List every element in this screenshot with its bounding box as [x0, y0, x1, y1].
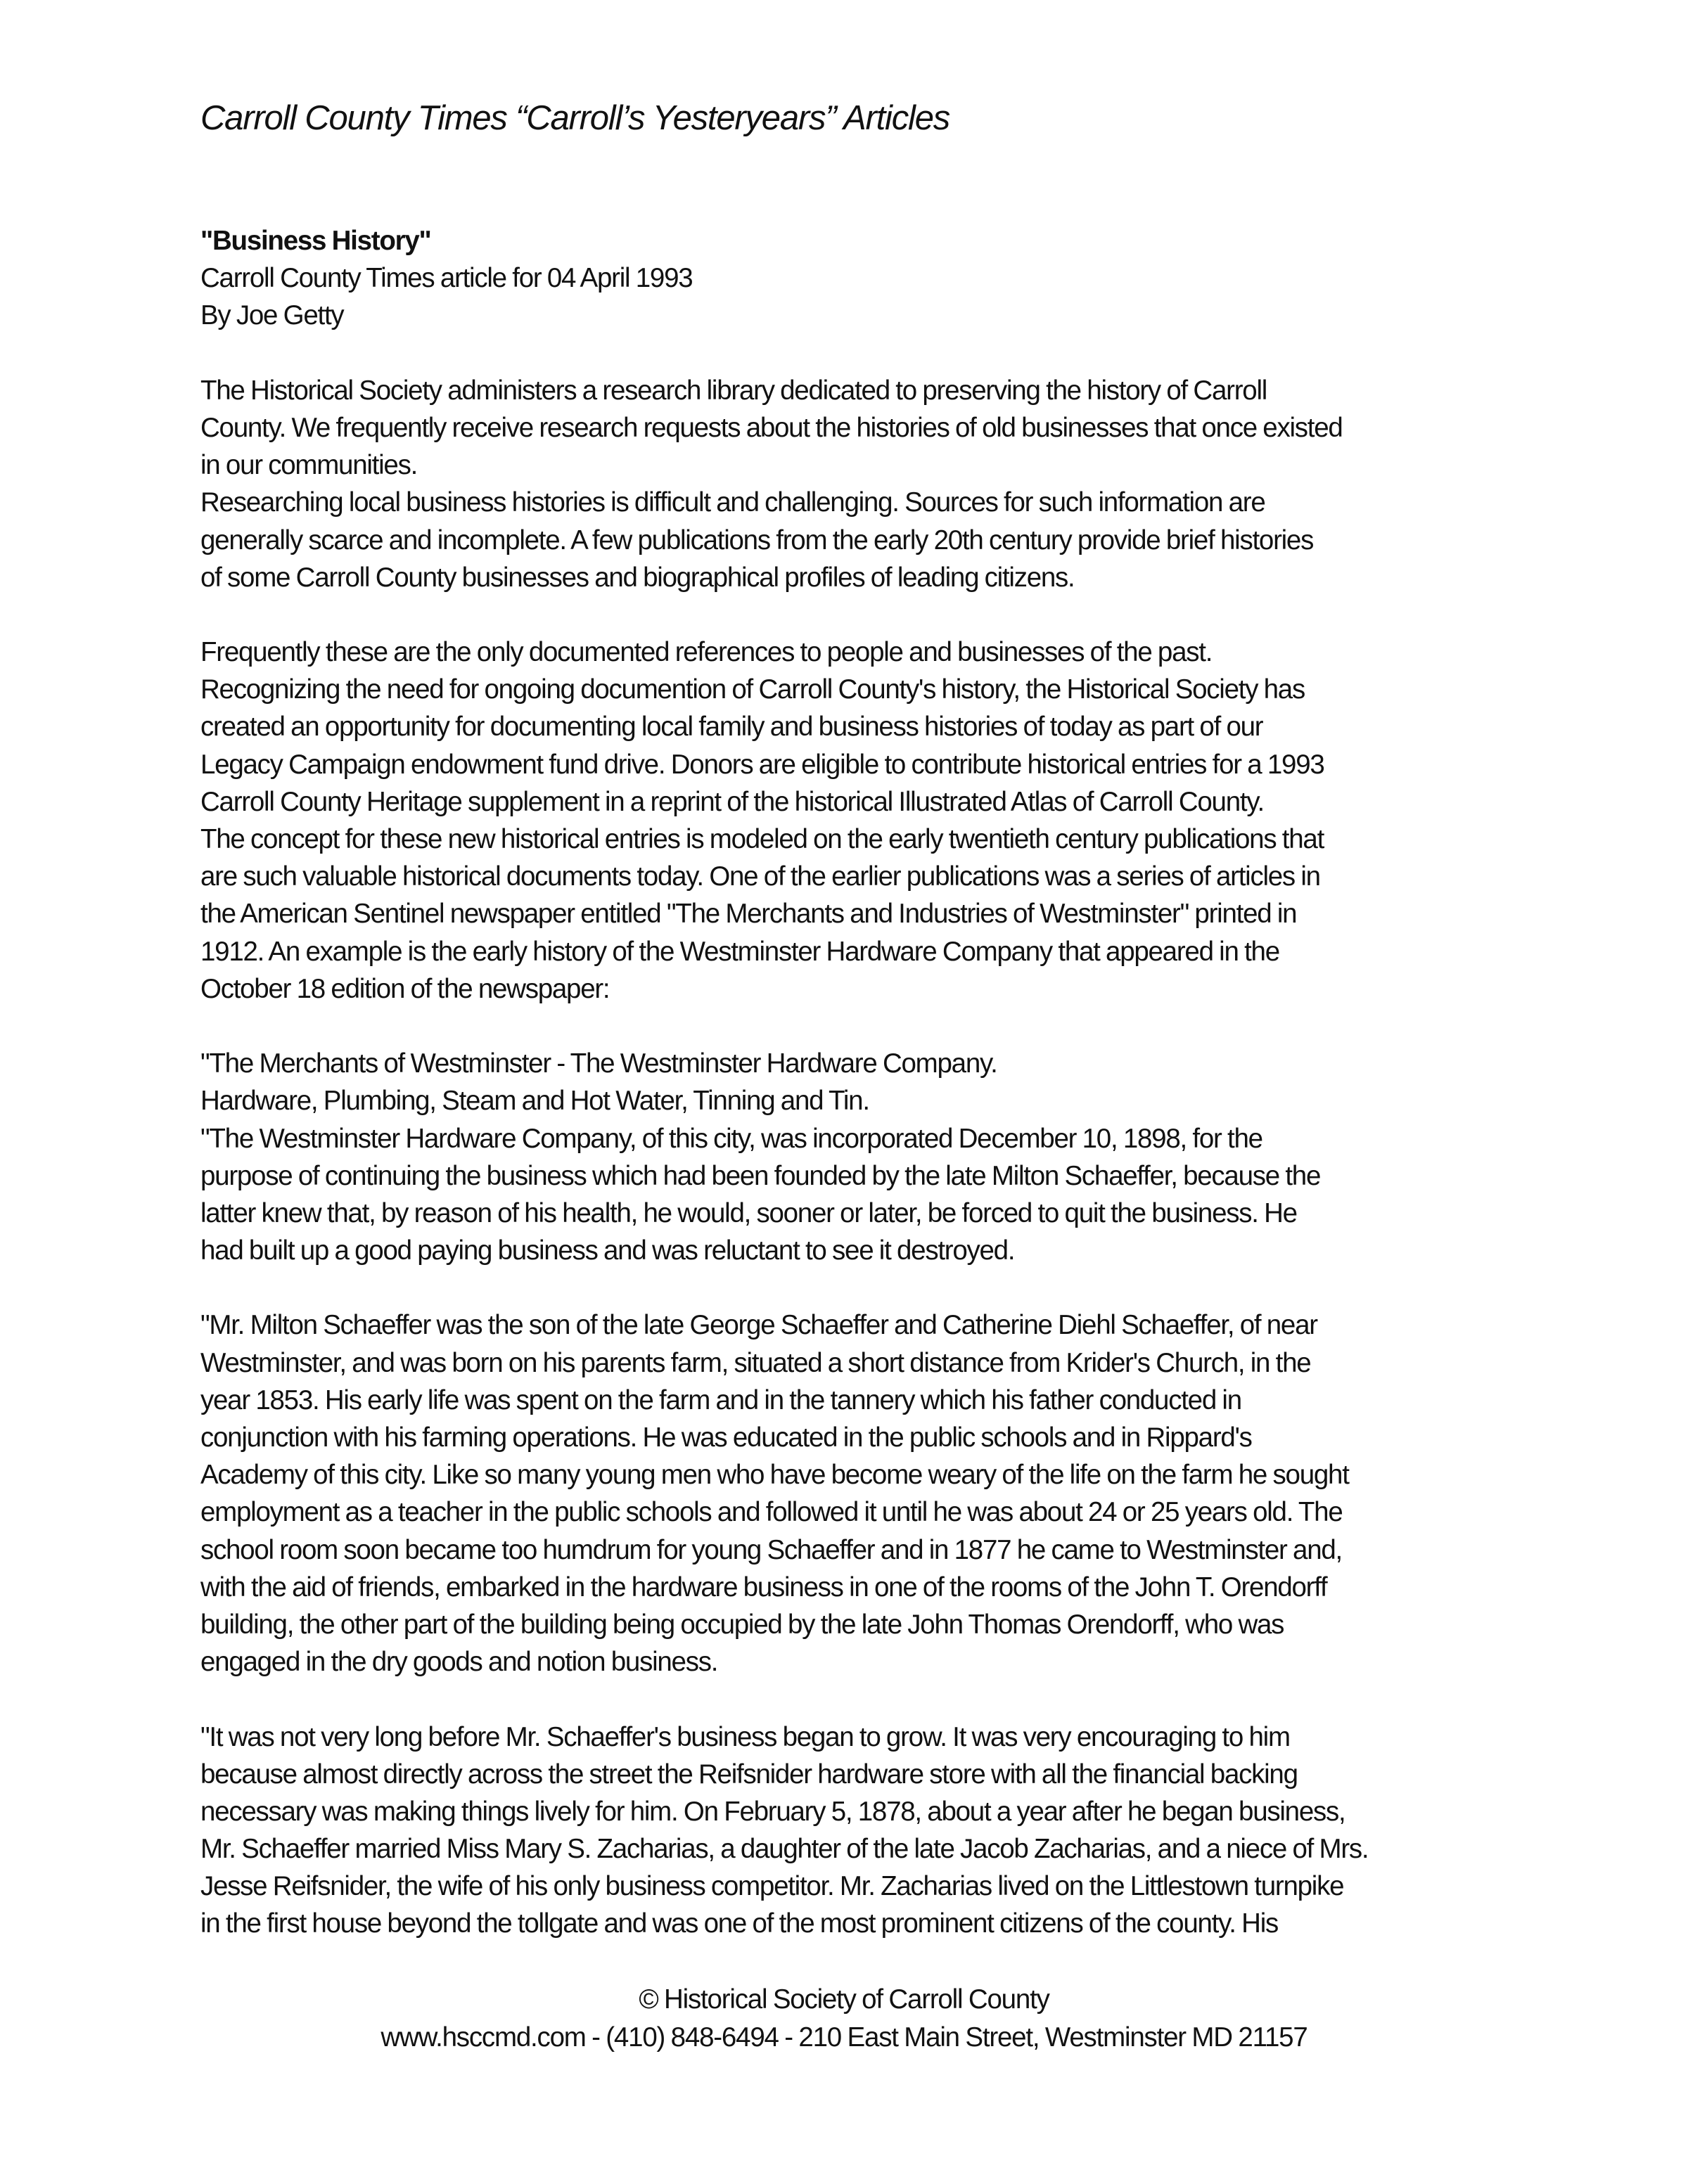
text-line: employment as a teacher in the public schools and followed it until he was about 24 or 25 years old. The: [200, 1497, 1343, 1528]
running-header-title: Carroll County Times “Carroll’s Yesteryears” Articles: [200, 99, 950, 137]
text-line: The Historical Society administers a research library dedicated to preserving the history of Carroll: [200, 375, 1267, 406]
text-line: purpose of continuing the business which had been founded by the late Milton Schaeffer, because the: [200, 1160, 1321, 1191]
text-line: Mr. Schaeffer married Miss Mary S. Zacharias, a daughter of the late Jacob Zacharias, and a niece of Mrs.: [200, 1834, 1369, 1865]
text-line: because almost directly across the street the Reifsnider hardware store with all the financial backing: [200, 1759, 1298, 1790]
text-line: had built up a good paying business and was reluctant to see it destroyed.: [200, 1235, 1015, 1266]
spacer: [200, 1008, 1523, 1045]
text-line: are such valuable historical documents today. One of the earlier publications was a series of articles in: [200, 861, 1320, 892]
footer-contact-info: www.hsccmd.com - (410) 848-6494 - 210 East Main Street, Westminster MD 21157: [381, 2022, 1307, 2053]
paragraph-quote-milton-schaeffer: [200, 1306, 1523, 1681]
article-title: "Business History": [200, 226, 431, 256]
footer-copyright: © Historical Society of Carroll County: [639, 1984, 1049, 2015]
text-line: the American Sentinel newspaper entitled "The Merchants and Industries of Westminster" printed in: [200, 899, 1297, 930]
text-line: "The Westminster Hardware Company, of this city, was incorporated December 10, 1898, for the: [200, 1123, 1262, 1154]
text-line: Hardware, Plumbing, Steam and Hot Water, Tinning and Tin.: [200, 1086, 869, 1117]
text-line: Recognizing the need for ongoing documention of Carroll County's history, the Historical Society has: [200, 674, 1305, 705]
text-line: engaged in the dry goods and notion business.: [200, 1647, 718, 1678]
paragraph-intro: [200, 372, 1523, 596]
article-dateline: Carroll County Times article for 04 April 1993: [200, 263, 693, 294]
spacer: [200, 596, 1523, 634]
text-line: in our communities.: [200, 450, 418, 481]
text-line: Carroll County Heritage supplement in a reprint of the historical Illustrated Atlas of Carroll County.: [200, 786, 1264, 817]
text-line: "It was not very long before Mr. Schaeffer's business began to grow. It was very encouraging to him: [200, 1721, 1290, 1752]
text-line: County. We frequently receive research requests about the histories of old businesses that once existed: [200, 412, 1343, 443]
spacer: [200, 335, 1523, 372]
text-line: building, the other part of the building being occupied by the late John Thomas Orendorff, who was: [200, 1609, 1284, 1640]
text-line: year 1853. His early life was spent on the farm and in the tannery which his father conducted in: [200, 1385, 1241, 1415]
text-line: "Mr. Milton Schaeffer was the son of the late George Schaeffer and Catherine Diehl Schaeffer, of near: [200, 1310, 1317, 1341]
text-line: Jesse Reifsnider, the wife of his only business competitor. Mr. Zacharias lived on the Littlestown turnpike: [200, 1871, 1344, 1902]
text-line: Researching local business histories is difficult and challenging. Sources for such information are: [200, 487, 1265, 518]
text-line: Frequently these are the only documented references to people and businesses of the past.: [200, 637, 1213, 668]
text-line: generally scarce and incomplete. A few publications from the early 20th century provide brief histories: [200, 525, 1314, 555]
paragraph-quote-business-growth: [200, 1719, 1523, 1943]
article-byline: By Joe Getty: [200, 300, 344, 331]
paragraph-quote-hardware-company: [200, 1045, 1523, 1269]
text-line: "The Merchants of Westminster - The Westminster Hardware Company.: [200, 1048, 997, 1079]
text-line: 1912. An example is the early history of the Westminster Hardware Company that appeared in the: [200, 936, 1279, 967]
spacer: [200, 1681, 1523, 1718]
text-line: conjunction with his farming operations. He was educated in the public schools and in Rippard's: [200, 1422, 1252, 1453]
text-line: Legacy Campaign endowment fund drive. Donors are eligible to contribute historical entries for a 1993: [200, 749, 1324, 780]
article: [200, 222, 1523, 1943]
text-line: necessary was making things lively for him. On February 5, 1878, about a year after he began business,: [200, 1796, 1345, 1827]
text-line: Academy of this city. Like so many young men who have become weary of the life on the farm he sought: [200, 1460, 1349, 1491]
spacer: [200, 1269, 1523, 1306]
text-line: October 18 edition of the newspaper:: [200, 973, 610, 1004]
text-line: The concept for these new historical entries is modeled on the early twentieth century publications that: [200, 824, 1324, 854]
paragraph-legacy-campaign: [200, 634, 1523, 1008]
text-line: Westminster, and was born on his parents farm, situated a short distance from Krider's Church, in the: [200, 1347, 1311, 1378]
text-line: school room soon became too humdrum for young Schaeffer and in 1877 he came to Westminster and,: [200, 1534, 1342, 1565]
text-line: latter knew that, by reason of his health, he would, sooner or later, be forced to quit the business. He: [200, 1197, 1297, 1228]
text-line: in the first house beyond the tollgate and was one of the most prominent citizens of the county. His: [200, 1908, 1278, 1939]
text-line: created an opportunity for documenting local family and business histories of today as part of our: [200, 712, 1263, 743]
text-line: with the aid of friends, embarked in the hardware business in one of the rooms of the John T. Orendorff: [200, 1572, 1327, 1602]
text-line: of some Carroll County businesses and biographical profiles of leading citizens.: [200, 562, 1075, 593]
